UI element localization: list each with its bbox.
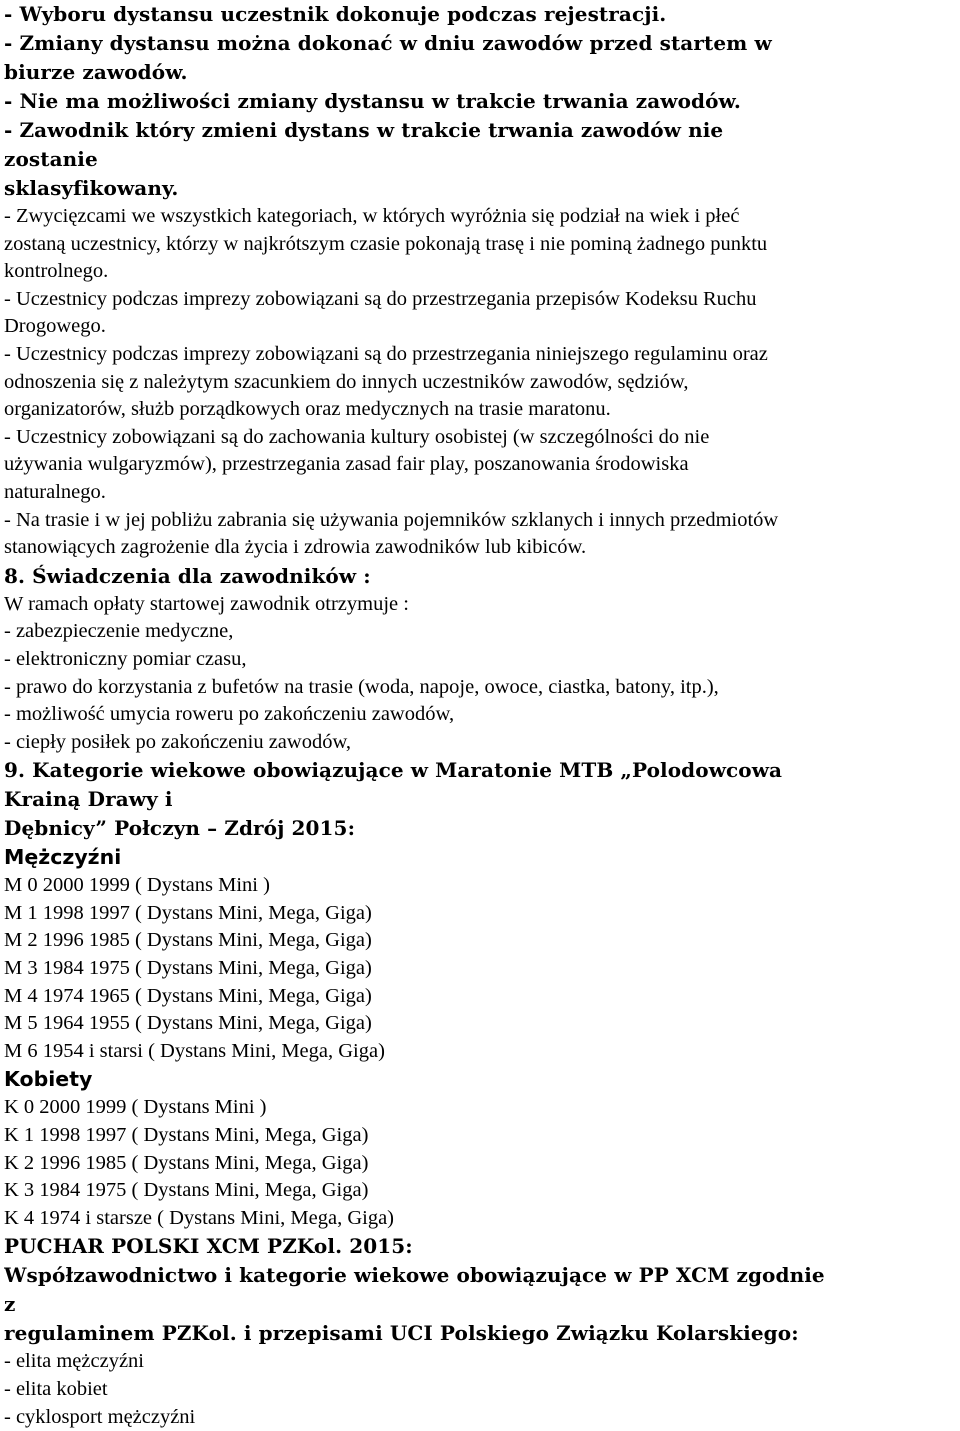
category-line: M 6 1954 i starsi ( Dystans Mini, Mega, Giga) [4,1039,385,1062]
category-line: M 1 1998 1997 ( Dystans Mini, Mega, Giga) [4,901,372,924]
rule-line: kontrolnego. [4,260,109,283]
section-benefits [4,562,958,757]
category-line: M 5 1964 1955 ( Dystans Mini, Mega, Giga) [4,1012,372,1035]
benefit-line: - możliwość umycia roweru po zakończeniu zawodów, [4,703,455,726]
rule-line: - Uczestnicy podczas imprezy zobowiązani są do przestrzegania przepisów Kodeksu Ruchu [4,287,757,310]
category-line: M 2 1996 1985 ( Dystans Mini, Mega, Giga) [4,929,372,952]
rule-line: organizatorów, służb porządkowych oraz medycznych na trasie maratonu. [4,398,611,421]
section-heading: z [4,1292,16,1317]
section-heading: 8. Świadczenia dla zawodników : [4,563,371,588]
section-heading: Współzawodnictwo i kategorie wiekowe obowiązujące w PP XCM zgodnie [4,1263,825,1288]
rule-line: naturalnego. [4,480,106,503]
benefit-line: - prawo do korzystania z bufetów na trasie (woda, napoje, owoce, ciastka, batony, itp.), [4,675,719,698]
distance-rules-bold [4,0,958,203]
rule-line: - Zwycięzcami we wszystkich kategoriach, w których wyróżnia się podział na wiek i płeć [4,205,740,227]
rule-line: - Wyboru dystansu uczestnik dokonuje podczas rejestracji. [4,2,667,26]
benefit-line: - zabezpieczenie medyczne, [4,620,234,643]
general-rules [4,203,958,562]
category-line: - elita kobiet [4,1378,108,1400]
category-line: - elita mężczyźni [4,1350,144,1373]
section-heading: 9. Kategorie wiekowe obowiązujące w Maratonie MTB „Polodowcowa [4,758,783,783]
benefit-line: - elektroniczny pomiar czasu, [4,647,247,670]
rule-line: biurze zawodów. [4,60,188,84]
rule-line: - Nie ma możliwości zmiany dystansu w trakcie trwania zawodów. [4,89,741,113]
women-label: Kobiety [4,1067,93,1092]
category-line: K 0 2000 1999 ( Dystans Mini ) [4,1096,267,1119]
section-puchar-polski [4,1232,958,1431]
rule-line: używania wulgaryzmów), przestrzegania zasad fair play, poszanowania środowiska [4,453,689,476]
men-label: Mężczyźni [4,845,122,870]
rule-line: zostaną uczestnicy, którzy w najkrótszym czasie pokonają trasę i nie pominą żadnego punktu [4,232,768,255]
rule-line: odnoszenia się z należytym szacunkiem do innych uczestników zawodów, sędziów, [4,370,689,393]
category-line: K 3 1984 1975 ( Dystans Mini, Mega, Giga) [4,1179,369,1202]
benefit-line: W ramach opłaty startowej zawodnik otrzymuje : [4,592,409,615]
rule-line: - Uczestnicy podczas imprezy zobowiązani są do przestrzegania niniejszego regulaminu oraz [4,342,768,365]
puchar-title: PUCHAR POLSKI XCM PZKol. 2015: [4,1234,413,1259]
category-line: M 3 1984 1975 ( Dystans Mini, Mega, Giga) [4,957,372,980]
regulations-document [4,0,958,1431]
rule-line: - Uczestnicy zobowiązani są do zachowania kultury osobistej (w szczególności do nie [4,425,710,448]
section-heading: regulaminem PZKol. i przepisami UCI Polskiego Związku Kolarskiego: [4,1321,799,1346]
section-heading: Krainą Drawy i [4,787,173,812]
category-line: K 1 1998 1997 ( Dystans Mini, Mega, Giga) [4,1124,369,1147]
rule-line: stanowiących zagrożenie dla życia i zdrowia zawodników lub kibiców. [4,536,587,559]
section-age-categories [4,756,958,1232]
category-line: K 2 1996 1985 ( Dystans Mini, Mega, Giga) [4,1151,369,1174]
benefit-line: - ciepły posiłek po zakończeniu zawodów, [4,730,352,753]
category-line: K 4 1974 i starsze ( Dystans Mini, Mega, Giga) [4,1206,395,1229]
category-line: M 4 1974 1965 ( Dystans Mini, Mega, Giga) [4,984,372,1007]
rule-line: - Zmiany dystansu można dokonać w dniu zawodów przed startem w [4,31,772,55]
rule-line: - Zawodnik który zmieni dystans w trakcie trwania zawodów nie [4,118,724,142]
category-line: M 0 2000 1999 ( Dystans Mini ) [4,874,270,897]
rule-line: Drogowego. [4,315,106,338]
category-line: - cyklosport mężczyźni [4,1405,196,1428]
section-heading: Dębnicy” Połczyn – Zdrój 2015: [4,816,356,841]
rule-line: sklasyfikowany. [4,176,179,200]
rule-line: - Na trasie i w jej pobliżu zabrania się używania pojemników szklanych i innych przedmiotów [4,508,779,531]
rule-line: zostanie [4,147,98,171]
